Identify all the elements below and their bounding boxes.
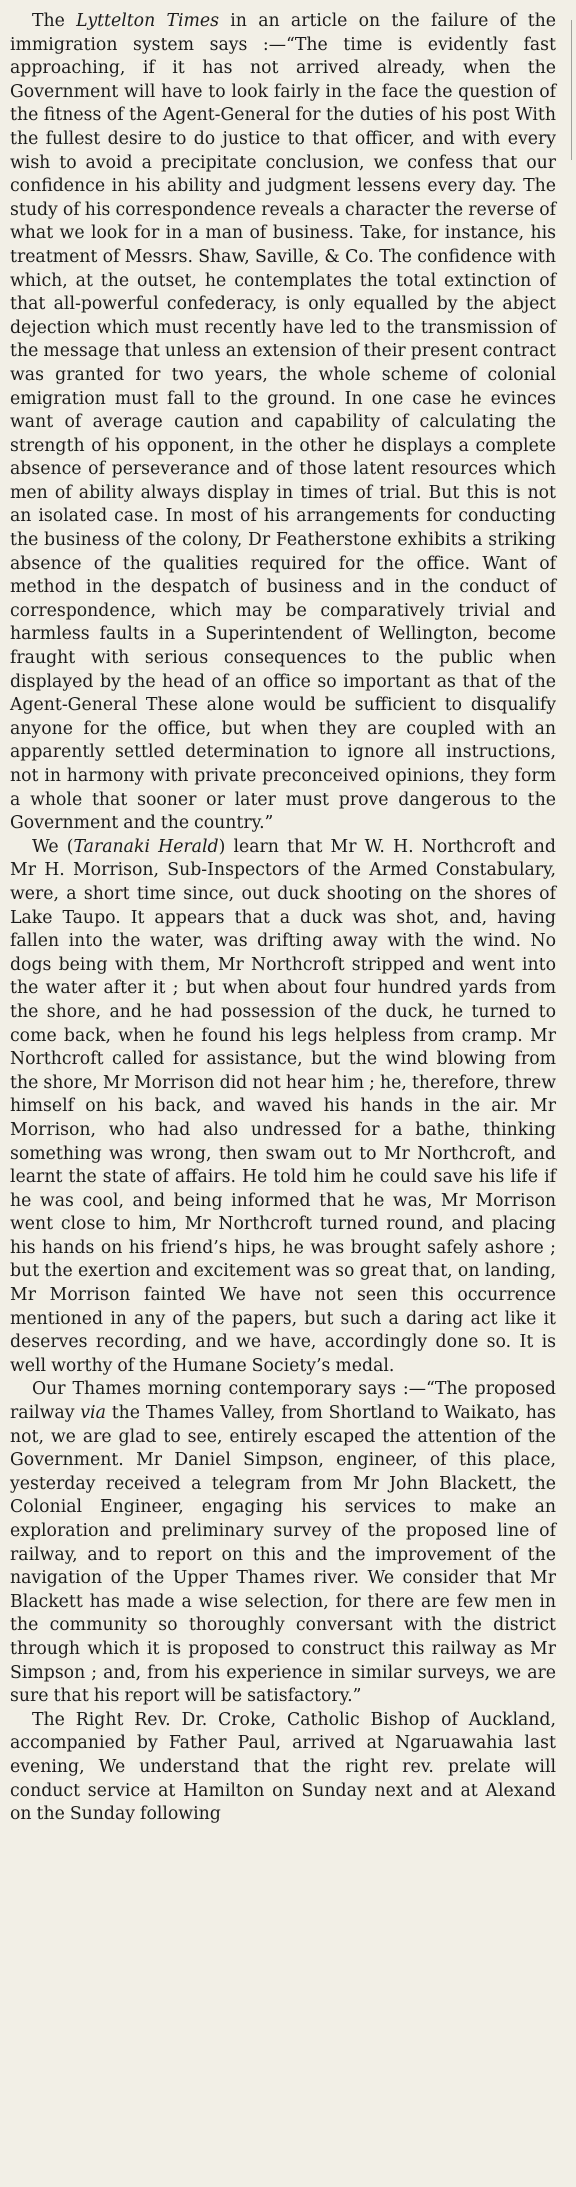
italic-text: Lyttelton Times	[76, 11, 220, 31]
body-text: The	[32, 11, 77, 31]
body-text: in an article on the failure of the immigration system says :—“The time is evidently fast approaching, if it has not arrived already, when the Government will have to look fairly in the face the question of the fitness of the Agent-General for the duties of his post With the fullest desire to do justice to that officer, and with every wish to avoid a precipitate conclusion, we confess that our confidence in his ability and judgment lessens every day. The study of his correspondence reveals a character the reverse of what we look for in a man of business. Take, for instance, his treatment of Messrs. Shaw, Saville, & Co. The confidence with which, at the outset, he contemplates the total extinction of that all-powerful confederacy, is only equalled by the abject dejection which must recently have led to the transmission of the message that unless an extension of their present contract was granted for two years, the whole scheme of colonial emigration must fall to the ground. In one case he evinces want of average caution and capability of calculating the strength of his opponent, in the other he displays a complete absence of perseverance and of those latent resources which men of ability always display in times of trial. But this is not an isolated case. In most of his arrangements for conducting the business of the colony, Dr Featherstone exhibits a striking absence of the qualities required for the office. Want of method in the despatch of business and in the conduct of correspondence, which may be comparatively trivial and harmless faults in a Superintendent of Wellington, become fraught with serious consequences to the public when displayed by the head of an office so important as that of the Agent-General These alone would be sufficient to disqualify anyone for the office, but when they are coupled with an apparently settled determination to ignore all instructions, not in harmony with private preconceived opinions, they form a whole that sooner or later must prove dangerous to the Government and the country.”	[10, 11, 556, 834]
paragraph-bishop-croke	[10, 1709, 556, 1827]
paragraph-lyttelton-times	[10, 10, 556, 836]
body-text: the Thames Valley, from Shortland to Waikato, has not, we are glad to see, entirely escaped the attention of the Government. Mr Daniel Simpson, engineer, of this place, yesterday received a telegram from Mr John Blackett, the Colonial Engineer, engaging his services to make an exploration and preliminary survey of the proposed line of railway, and to report on this and the improvement of the navigation of the Upper Thames river. We consider that Mr Blackett has made a wise selection, for there are few men in the community so thoroughly conversant with the district through which it is proposed to construct this railway as Mr Simpson ; and, from his experience in similar surveys, we are sure that his report will be satisfactory.”	[10, 1403, 556, 1707]
paragraph-taranaki-herald	[10, 836, 556, 1379]
italic-text: via	[80, 1403, 106, 1424]
italic-text: Taranaki Herald	[73, 836, 219, 857]
body-text: ) learn that Mr W. H. Northcroft and Mr H. Morrison, Sub-Inspectors of the Armed Constabulary, were, a short time since, out duck shooting on the shores of Lake Taupo. It appears that a duck was shot, and, having fallen into the water, was drifting away with the wind. No dogs being with them, Mr Northcroft stripped and went into the water after it ; but when about four hundred yards from the shore, and he had possession of the duck, he turned to come back, when he found his legs helpless from cramp. Mr Northcroft called for assistance, but the wind blowing from the shore, Mr Morrison did not hear him ; he, therefore, threw himself on his back, and waved his hands in the air. Mr Morrison, who had also undressed for a bathe, thinking something was wrong, then swam out to Mr Northcroft, and learnt the state of affairs. He told him he could save his life if he was cool, and being informed that he was, Mr Morrison went close to him, Mr Northcroft turned round, and placing his hands on his friend’s hips, he was brought safely ashore ; but the exertion and excitement was so great that, on landing, Mr Morrison fainted We have not seen this occurrence mentioned in any of the papers, but such a daring act like it deserves recording, and we have, accordingly done so. It is well worthy of the Humane Society’s medal.	[10, 836, 556, 1376]
column-rule	[571, 20, 572, 160]
paragraph-thames-railway	[10, 1378, 556, 1708]
body-text: We (	[32, 836, 74, 857]
body-text: Our Thames morning contemporary says :—“The proposed railway	[10, 1379, 556, 1424]
article-column	[10, 10, 556, 1827]
body-text: The Right Rev. Dr. Croke, Catholic Bishop of Auckland, accompanied by Father Paul, arrived at Ngaruawahia last evening, We understand that the right rev. prelate will conduct service at Hamilton on Sunday next and at Alexand on the Sunday following	[10, 1709, 556, 1825]
